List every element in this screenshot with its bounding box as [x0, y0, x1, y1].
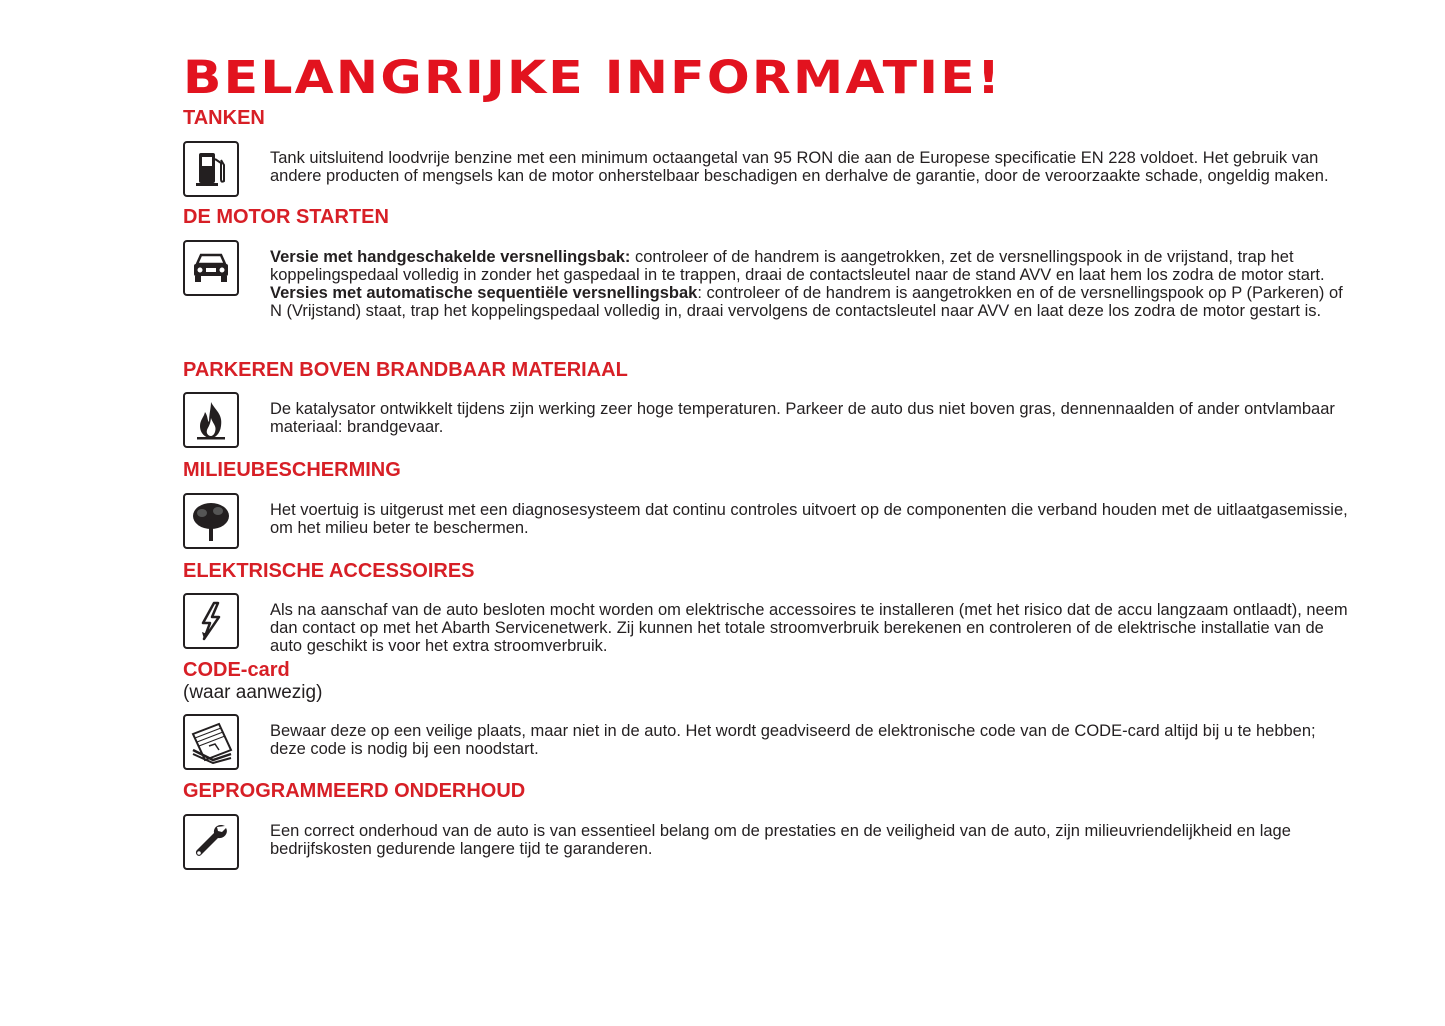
section-text: De katalysator ontwikkelt tijdens zijn werking zeer hoge temperaturen. Parkeer de auto dus niet boven gras, dennennaalden of ander ontvlambaar materiaal: brandgevaar.: [270, 400, 1335, 436]
car-front-icon: [183, 240, 239, 296]
automatic-version-label: Versies met automatische sequentiële versnellingsbak: [270, 284, 698, 302]
section-text: Bewaar deze op een veilige plaats, maar niet in de auto. Het wordt geadviseerd de elektronische code van de CODE-card altijd bij u te hebben; deze code is nodig bij een noodstart.: [270, 722, 1316, 758]
section-heading: CODE-card: [183, 659, 290, 681]
page-title: BELANGRIJKE INFORMATIE!: [183, 51, 1003, 104]
section-text: Als na aanschaf van de auto besloten mocht worden om elektrische accessoires te installeren (met het risico dat de accu langzaam ontlaadt), neem dan contact op met het Abarth Servicenetwerk. Zij kunnen het totale stroomverbruik berekenen en controleren of de elektrische installatie van de auto geschikt is voor het extra stroomverbruik.: [270, 601, 1348, 655]
section-parkeren: [183, 358, 1335, 436]
section-motor-starten: [183, 205, 1343, 320]
section-heading: PARKEREN BOVEN BRANDBAAR MATERIAAL: [183, 359, 628, 381]
section-elektrische-accessoires: [183, 559, 1348, 655]
flame-icon: [183, 392, 239, 448]
manual-version-label: Versie met handgeschakelde versnellingsbak:: [270, 248, 631, 266]
wrench-icon: [183, 814, 239, 870]
section-text: Een correct onderhoud van de auto is van essentieel belang om de prestaties en de veiligheid van de auto, zijn milieuvriendelijkheid en lage bedrijfskosten gedurende langere tijd te garanderen.: [270, 822, 1291, 858]
section-onderhoud: [183, 779, 1291, 858]
section-code-card: [183, 658, 1316, 758]
fuel-pump-icon: [183, 141, 239, 197]
section-heading: DE MOTOR STARTEN: [183, 206, 389, 228]
section-tanken: [183, 106, 1329, 185]
section-heading: MILIEUBESCHERMING: [183, 459, 401, 481]
section-text: Het voertuig is uitgerust met een diagnosesysteem dat continu controles uitvoert op de componenten die verband houden met de uitlaatgasemissie, om het milieu beter te beschermen.: [270, 501, 1348, 537]
section-milieubescherming: [183, 458, 1348, 537]
info-page: [183, 51, 1353, 858]
code-card-icon: [183, 714, 239, 770]
section-heading: TANKEN: [183, 107, 265, 129]
tree-icon: [183, 493, 239, 549]
section-text: Versie met handgeschakelde versnellingsbak: controleer of de handrem is aangetrokken, zet de versnellingspook in de vrijstand, trap het koppelingspedaal volledig in zonder het gaspedaal in te trappen, draai de contactsleutel naar de stand AVV en laat hem los zodra de motor start. Versies met automatische sequentiële versnellingsbak: controleer of de handrem is aangetrokken en of de versnellingspook op P (Parkeren) of N (Vrijstand) staat, trap het koppelingspedaal volledig in, draai vervolgens de contactsleutel naar AVV en laat deze los zodra de motor gestart is.: [270, 248, 1343, 320]
section-subheading: (waar aanwezig): [183, 682, 323, 703]
section-text: Tank uitsluitend loodvrije benzine met een minimum octaangetal van 95 RON die aan de Europese specificatie EN 228 voldoet. Het gebruik van andere producten of mengsels kan de motor onherstelbaar beschadigen en derhalve de garantie, door de veroorzaakte schade, ongeldig maken.: [270, 149, 1329, 185]
section-heading: ELEKTRISCHE ACCESSOIRES: [183, 560, 475, 582]
lightning-icon: [183, 593, 239, 649]
section-heading: GEPROGRAMMEERD ONDERHOUD: [183, 780, 526, 802]
